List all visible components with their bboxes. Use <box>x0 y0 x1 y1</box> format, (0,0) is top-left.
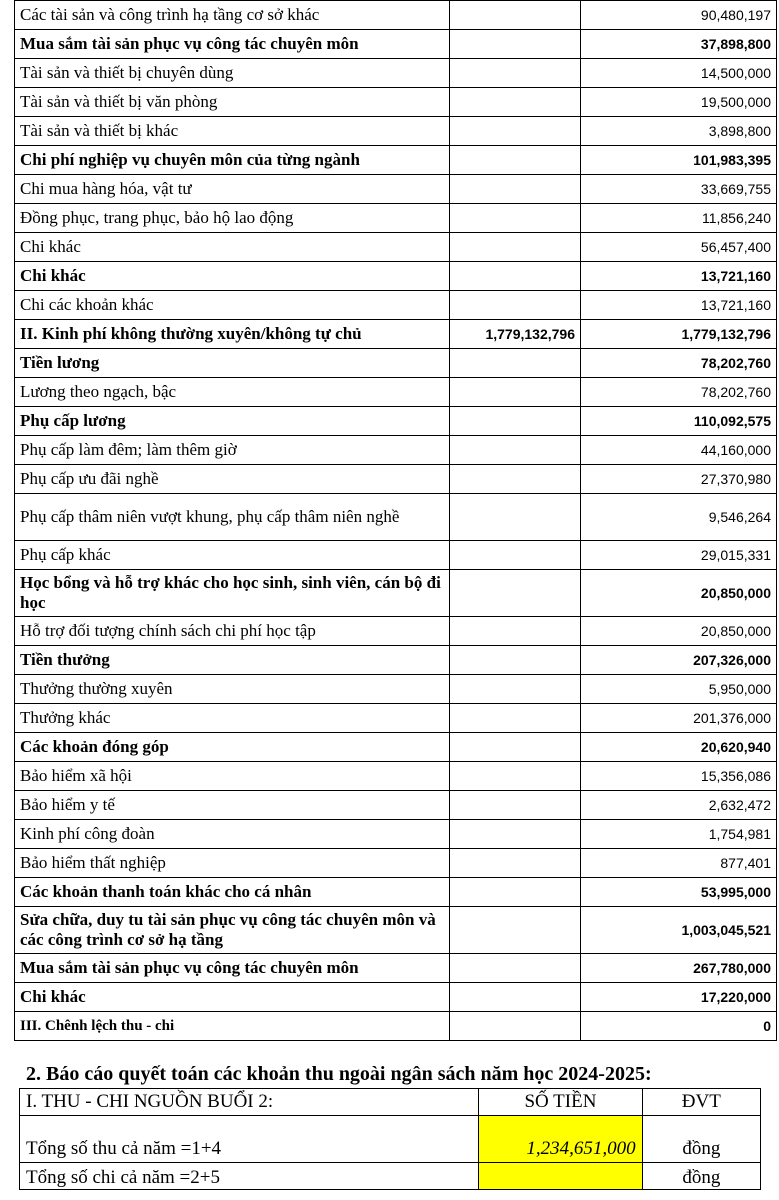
budget-row <box>15 791 777 820</box>
budget-row-label: Mua sắm tài sản phục vụ công tác chuyên môn <box>15 30 450 59</box>
budget-row-col2-amount <box>450 1 581 30</box>
budget-row-col3-amount: 20,850,000 <box>581 570 777 617</box>
budget-row-col2-amount <box>450 175 581 204</box>
budget-row <box>15 465 777 494</box>
budget-row-label: Chi khác <box>15 233 450 262</box>
total-expense-unit: đồng <box>642 1163 760 1190</box>
budget-row-col3-amount: 19,500,000 <box>581 88 777 117</box>
budget-row <box>15 146 777 175</box>
budget-row <box>15 88 777 117</box>
budget-row-label: Chi phí nghiệp vụ chuyên môn của từng ngành <box>15 146 450 175</box>
budget-row-col2-amount <box>450 494 581 541</box>
budget-row-label: Hỗ trợ đối tượng chính sách chi phí học tập <box>15 617 450 646</box>
budget-row <box>15 954 777 983</box>
budget-row-col2-amount: 1,779,132,796 <box>450 320 581 349</box>
budget-row-col2-amount <box>450 378 581 407</box>
budget-row-label: Các tài sản và công trình hạ tầng cơ sở khác <box>15 1 450 30</box>
budget-row-col3-amount: 53,995,000 <box>581 878 777 907</box>
budget-row-col3-amount: 1,779,132,796 <box>581 320 777 349</box>
total-revenue-amount: 1,234,651,000 <box>479 1116 642 1163</box>
budget-row <box>15 378 777 407</box>
budget-row-col2-amount <box>450 849 581 878</box>
budget-row <box>15 59 777 88</box>
budget-row <box>15 407 777 436</box>
budget-row-col3-amount: 33,669,755 <box>581 175 777 204</box>
budget-row <box>15 849 777 878</box>
budget-row-col2-amount <box>450 733 581 762</box>
budget-row-col2-amount <box>450 907 581 954</box>
budget-row <box>15 349 777 378</box>
budget-row-col2-amount <box>450 878 581 907</box>
budget-row-col3-amount: 3,898,800 <box>581 117 777 146</box>
budget-row <box>15 733 777 762</box>
budget-row-col3-amount: 201,376,000 <box>581 704 777 733</box>
budget-row <box>15 820 777 849</box>
budget-row-col2-amount <box>450 954 581 983</box>
budget-row-col3-amount: 78,202,760 <box>581 349 777 378</box>
budget-row-col3-amount: 27,370,980 <box>581 465 777 494</box>
budget-row <box>15 762 777 791</box>
budget-row-col3-amount: 20,620,940 <box>581 733 777 762</box>
budget-row-label: II. Kinh phí không thường xuyên/không tự chủ <box>15 320 450 349</box>
budget-row-col2-amount <box>450 262 581 291</box>
budget-row-col3-amount: 1,003,045,521 <box>581 907 777 954</box>
income-row-total-expense <box>20 1163 761 1190</box>
budget-row-label: Phụ cấp ưu đãi nghề <box>15 465 450 494</box>
budget-row-col2-amount <box>450 233 581 262</box>
budget-row-col3-amount: 17,220,000 <box>581 983 777 1012</box>
budget-row-col2-amount <box>450 791 581 820</box>
budget-row-col2-amount <box>450 436 581 465</box>
budget-row <box>15 541 777 570</box>
budget-row <box>15 907 777 954</box>
budget-row-label: Các khoản thanh toán khác cho cá nhân <box>15 878 450 907</box>
budget-row <box>15 878 777 907</box>
budget-row <box>15 617 777 646</box>
budget-row-col3-amount: 11,856,240 <box>581 204 777 233</box>
budget-row-col2-amount <box>450 646 581 675</box>
budget-row-col2-amount <box>450 617 581 646</box>
budget-row-col3-amount: 877,401 <box>581 849 777 878</box>
budget-row-col3-amount: 29,015,331 <box>581 541 777 570</box>
budget-row-col3-amount: 15,356,086 <box>581 762 777 791</box>
budget-row <box>15 175 777 204</box>
budget-row-label: Tiền lương <box>15 349 450 378</box>
budget-row-col2-amount <box>450 465 581 494</box>
budget-row-col3-amount: 13,721,160 <box>581 262 777 291</box>
income-table-header-row <box>20 1089 761 1116</box>
budget-row <box>15 983 777 1012</box>
budget-row <box>15 646 777 675</box>
budget-row-col3-amount: 14,500,000 <box>581 59 777 88</box>
budget-row-label: Chi khác <box>15 983 450 1012</box>
budget-row-col2-amount <box>450 146 581 175</box>
budget-row-col3-amount: 37,898,800 <box>581 30 777 59</box>
budget-row-label: Bảo hiểm xã hội <box>15 762 450 791</box>
budget-row-col3-amount: 2,632,472 <box>581 791 777 820</box>
budget-row <box>15 262 777 291</box>
total-revenue-label: Tổng số thu cả năm =1+4 <box>20 1116 479 1163</box>
budget-row <box>15 117 777 146</box>
budget-row-col2-amount <box>450 407 581 436</box>
budget-row <box>15 320 777 349</box>
budget-row-label: Phụ cấp lương <box>15 407 450 436</box>
budget-row-col3-amount: 207,326,000 <box>581 646 777 675</box>
total-expense-label: Tổng số chi cả năm =2+5 <box>20 1163 479 1190</box>
budget-row-col2-amount <box>450 88 581 117</box>
budget-row-label: Chi mua hàng hóa, vật tư <box>15 175 450 204</box>
budget-row-label: Bảo hiểm y tế <box>15 791 450 820</box>
budget-row-label: Tài sản và thiết bị chuyên dùng <box>15 59 450 88</box>
budget-row-col3-amount: 9,546,264 <box>581 494 777 541</box>
budget-row-col2-amount <box>450 291 581 320</box>
budget-row-col3-amount: 0 <box>581 1012 777 1041</box>
budget-row-col2-amount <box>450 59 581 88</box>
budget-row-col3-amount: 267,780,000 <box>581 954 777 983</box>
budget-row-col3-amount: 78,202,760 <box>581 378 777 407</box>
budget-row-label: Tiền thưởng <box>15 646 450 675</box>
budget-row-col3-amount: 20,850,000 <box>581 617 777 646</box>
header-unit: ĐVT <box>642 1089 760 1116</box>
budget-row-label: Bảo hiểm thất nghiệp <box>15 849 450 878</box>
budget-row-col2-amount <box>450 30 581 59</box>
budget-row-label: Đồng phục, trang phục, bảo hộ lao động <box>15 204 450 233</box>
budget-row-col2-amount <box>450 204 581 233</box>
budget-row-col3-amount: 110,092,575 <box>581 407 777 436</box>
budget-row-label: Các khoản đóng góp <box>15 733 450 762</box>
budget-row-col2-amount <box>450 820 581 849</box>
budget-settlement-table <box>14 0 777 1041</box>
budget-row <box>15 675 777 704</box>
extra-budget-income-table <box>19 1088 761 1190</box>
budget-row-label: Sửa chữa, duy tu tài sản phục vụ công tác chuyên môn và các công trình cơ sở hạ tầng <box>15 907 450 954</box>
budget-row-col3-amount: 90,480,197 <box>581 1 777 30</box>
budget-row <box>15 204 777 233</box>
budget-table-body <box>15 1 777 1041</box>
budget-row-col2-amount <box>450 704 581 733</box>
budget-row-col2-amount <box>450 983 581 1012</box>
budget-row-label: Tài sản và thiết bị khác <box>15 117 450 146</box>
budget-row-col2-amount <box>450 349 581 378</box>
budget-row-label: Kinh phí công đoàn <box>15 820 450 849</box>
budget-row-label: Lương theo ngạch, bậc <box>15 378 450 407</box>
budget-row <box>15 291 777 320</box>
header-source: I. THU - CHI NGUỒN BUỔI 2: <box>20 1089 479 1116</box>
budget-row-col2-amount <box>450 570 581 617</box>
income-row-total-revenue <box>20 1116 761 1163</box>
section-2-title: 2. Báo cáo quyết toán các khoản thu ngoài ngân sách năm học 2024-2025: <box>26 1063 652 1085</box>
budget-row-label: Thưởng khác <box>15 704 450 733</box>
header-amount: SỐ TIỀN <box>479 1089 642 1116</box>
budget-row-col3-amount: 44,160,000 <box>581 436 777 465</box>
budget-row-label: Phụ cấp thâm niên vượt khung, phụ cấp thâm niên nghề <box>15 494 450 541</box>
budget-row <box>15 30 777 59</box>
budget-row-label: Thưởng thường xuyên <box>15 675 450 704</box>
budget-row-label: Phụ cấp khác <box>15 541 450 570</box>
budget-row-col2-amount <box>450 117 581 146</box>
budget-row <box>15 233 777 262</box>
budget-row-label: Học bổng và hỗ trợ khác cho học sinh, sinh viên, cán bộ đi học <box>15 570 450 617</box>
budget-row <box>15 704 777 733</box>
budget-row-col2-amount <box>450 1012 581 1041</box>
budget-row-label: Chi khác <box>15 262 450 291</box>
total-revenue-unit: đồng <box>642 1116 760 1163</box>
budget-row-col3-amount: 5,950,000 <box>581 675 777 704</box>
budget-row <box>15 570 777 617</box>
budget-row <box>15 436 777 465</box>
budget-row-col3-amount: 13,721,160 <box>581 291 777 320</box>
budget-row-label: Tài sản và thiết bị văn phòng <box>15 88 450 117</box>
budget-row-col2-amount <box>450 762 581 791</box>
budget-row-col3-amount: 56,457,400 <box>581 233 777 262</box>
budget-row <box>15 1 777 30</box>
budget-row-col2-amount <box>450 541 581 570</box>
total-expense-amount <box>479 1163 642 1190</box>
budget-row-label: Mua sắm tài sản phục vụ công tác chuyên môn <box>15 954 450 983</box>
budget-row-col2-amount <box>450 675 581 704</box>
budget-row-col3-amount: 101,983,395 <box>581 146 777 175</box>
budget-row-label: III. Chênh lệch thu - chi <box>15 1012 450 1041</box>
budget-row-col3-amount: 1,754,981 <box>581 820 777 849</box>
budget-row-label: Chi các khoản khác <box>15 291 450 320</box>
budget-row-label: Phụ cấp làm đêm; làm thêm giờ <box>15 436 450 465</box>
budget-row <box>15 494 777 541</box>
budget-row <box>15 1012 777 1041</box>
